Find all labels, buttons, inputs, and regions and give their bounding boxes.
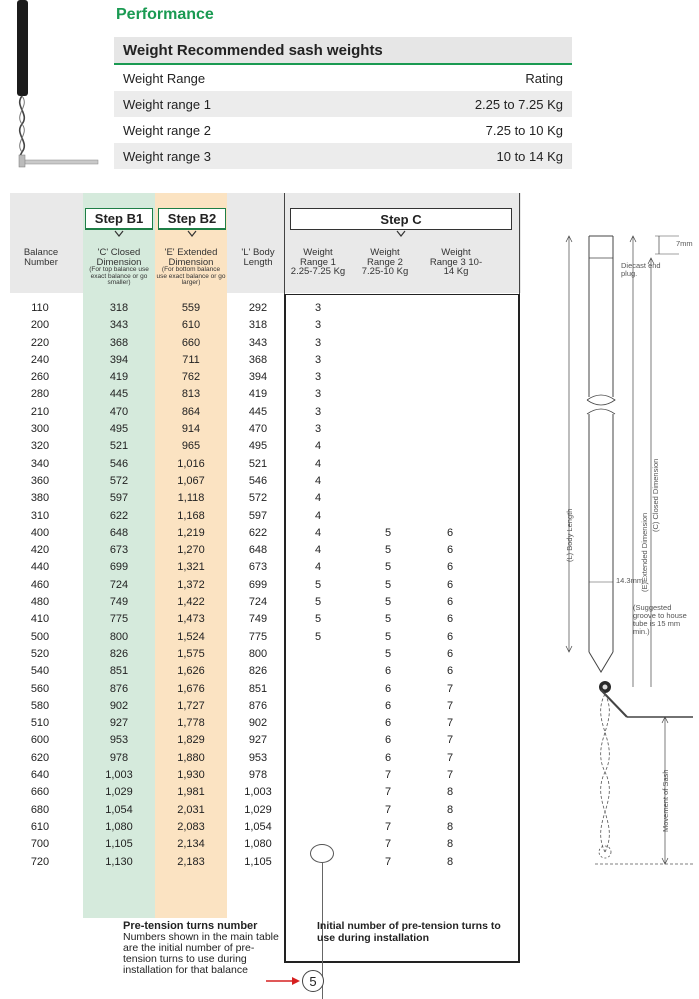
weight-range-rating: 10 to 14 Kg [496,148,563,164]
weight-range-2-turns-cell: 5 [384,596,392,609]
extended-dimension-cell: 1,118 [177,492,205,505]
extended-dimension-cell: 1,067 [177,474,205,487]
body-length-cell: 343 [248,336,268,349]
weight-range-1-turns-cell: 3 [314,302,322,314]
balance-number-cell: 540 [30,665,50,678]
body-length-cell: 521 [248,457,268,470]
balance-selection-table [10,193,521,964]
closed-dimension-cell: 419 [109,371,129,384]
extended-dimension-cell: 610 [181,319,201,332]
weight-range-2-turns-cell: 5 [384,544,392,557]
closed-dimension-cell: 1,130 [105,855,133,868]
extended-dimension-cell: 2,031 [177,803,205,816]
pre-tension-title: Pre-tension turns number [123,920,258,932]
weight-range-2-turns-cell: 6 [384,665,392,678]
table-row [10,629,521,646]
body-length-cell: 1,054 [244,820,272,833]
weight-range-2-header: Weight Range 2 7.25-10 Kg [361,247,409,277]
closed-dimension-cell: 699 [109,561,129,574]
balance-number-cell: 340 [30,457,50,470]
body-length-cell: 673 [248,561,268,574]
performance-table-title: Weight Recommended sash weights [114,37,572,65]
end-plug-label: Diecast end plug. [621,261,661,278]
weight-range-3-turns-cell: 7 [446,699,454,712]
performance-row [114,143,572,169]
extended-dimension-cell: 813 [181,388,201,401]
weight-range-2-turns-cell: 6 [384,751,392,764]
closed-dimension-cell: 470 [109,405,129,418]
extended-dimension-cell: 2,183 [177,855,205,868]
extended-dimension-cell: 914 [181,423,201,436]
closed-dimension-cell: 1,029 [105,786,133,799]
body-length-cell: 1,105 [244,855,272,868]
body-length-cell: 648 [248,544,268,557]
balance-number-cell: 360 [30,474,50,487]
balance-number-cell: 610 [30,820,50,833]
balance-number-cell: 640 [30,769,50,782]
body-length-cell: 902 [248,717,268,730]
body-length-cell: 978 [248,769,268,782]
extended-dimension-cell: 1,321 [177,561,205,574]
body-length-cell: 292 [248,302,268,314]
body-length-cell: 622 [248,526,268,539]
red-arrow-icon [266,974,302,988]
performance-row [114,91,572,117]
weight-range-2-turns-cell: 7 [384,855,392,868]
balance-number-header: Balance Number [23,247,59,268]
weight-range-1-turns-cell: 5 [314,596,322,609]
table-row [10,732,521,749]
extended-dimension-cell: 1,016 [177,457,205,470]
balance-number-cell: 660 [30,786,50,799]
table-row [10,508,521,525]
movement-of-sash-label: Movement of Sash [661,769,670,832]
closed-dimension-cell: 1,054 [105,803,133,816]
weight-range-1-turns-cell: 3 [314,405,322,418]
weight-range-1-turns-cell: 4 [314,474,322,487]
body-length-cell: 597 [248,509,268,522]
closed-dimension-cell: 648 [109,526,129,539]
weight-range-1-turns-cell: 4 [314,492,322,505]
rating-header: Rating [525,70,563,86]
table-row [10,784,521,801]
table-row [10,456,521,473]
extended-dimension-cell: 2,083 [177,820,205,833]
weight-range-2-turns-cell: 5 [384,613,392,626]
weight-range-3-turns-cell: 6 [446,526,454,539]
table-row [10,577,521,594]
balance-diagram-drawing [555,232,697,882]
table-row [10,317,521,334]
balance-number-cell: 600 [30,734,50,747]
weight-range-1-turns-cell: 4 [314,457,322,470]
balance-number-cell: 500 [30,630,50,643]
closed-dimension-cell: 572 [109,474,129,487]
extended-dimension-cell: 559 [181,302,201,314]
balance-number-cell: 680 [30,803,50,816]
body-length-cell: 394 [248,371,268,384]
balance-number-cell: 210 [30,405,50,418]
table-row [10,715,521,732]
weight-range-3-turns-cell: 6 [446,544,454,557]
body-length-cell: 419 [248,388,268,401]
closed-dimension-cell: 724 [109,578,129,591]
balance-number-cell: 300 [30,423,50,436]
closed-dimension-cell: 495 [109,423,129,436]
weight-range-label: Weight range 1 [123,96,211,112]
pre-tension-footnote [123,921,281,976]
body-length-cell: 572 [248,492,268,505]
weight-range-label: Weight range 2 [123,122,211,138]
weight-range-2-turns-cell: 7 [384,803,392,816]
step-c-arrow-icon [396,230,406,238]
weight-range-2-turns-cell: 7 [384,769,392,782]
extended-dimension-cell: 1,270 [177,544,205,557]
table-row [10,646,521,663]
body-length-cell: 368 [248,353,268,366]
weight-range-2-turns-cell: 7 [384,838,392,851]
extended-dimension-cell: 660 [181,336,201,349]
table-row [10,300,521,317]
balance-number-cell: 510 [30,717,50,730]
groove-note: (Suggested groove to house tube is 15 mm min.) [633,603,687,636]
table-row [10,404,521,421]
table-row [10,750,521,767]
table-row [10,352,521,369]
table-row [10,698,521,715]
weight-range-3-turns-cell: 6 [446,665,454,678]
diameter-label: 14.3mm [616,576,644,585]
weight-range-3-turns-cell: 6 [446,613,454,626]
closed-dimension-cell: 953 [109,734,129,747]
weight-range-3-turns-cell: 7 [446,751,454,764]
weight-range-2-turns-cell: 5 [384,578,392,591]
body-length-cell: 1,003 [244,786,272,799]
table-row [10,386,521,403]
extended-dimension-cell: 1,219 [177,526,205,539]
body-length-cell: 699 [248,578,268,591]
closed-dimension-cell: 775 [109,613,129,626]
weight-range-1-turns-cell: 4 [314,561,322,574]
table-row [10,681,521,698]
balance-number-cell: 280 [30,388,50,401]
extended-dimension-cell: 1,880 [177,751,205,764]
table-row [10,836,521,853]
extended-dimension-cell: 1,524 [177,630,205,643]
balance-number-cell: 700 [30,838,50,851]
extended-dimension-cell: 1,575 [177,647,205,660]
weight-range-1-turns-cell: 3 [314,371,322,384]
balance-number-cell: 200 [30,319,50,332]
extended-dimension-header [156,248,226,287]
weight-range-rating: 7.25 to 10 Kg [485,122,563,138]
performance-heading: Performance [116,6,214,23]
weight-range-2-turns-cell: 7 [384,820,392,833]
performance-header-row [114,65,572,91]
body-length-cell: 546 [248,474,268,487]
table-row [10,490,521,507]
balance-number-cell: 720 [30,855,50,868]
balance-rows [10,300,521,871]
body-length-label: (L) Body Length [565,508,574,562]
table-row [10,767,521,784]
performance-row [114,117,572,143]
table-row [10,663,521,680]
balance-number-cell: 410 [30,613,50,626]
closed-dimension-note: (For top balance use exact balance or go smaller) [89,266,149,286]
body-length-cell: 800 [248,647,268,660]
weight-range-2-turns-cell: 5 [384,561,392,574]
pre-tension-text: Numbers shown in the main table are the initial number of pre-tension turns to use during installation for that balance [123,931,279,976]
balance-number-cell: 460 [30,578,50,591]
closed-dimension-cell: 1,105 [105,838,133,851]
weight-range-3-turns-cell: 8 [446,786,454,799]
weight-range-1-turns-cell: 5 [314,578,322,591]
weight-range-3-turns-cell: 7 [446,682,454,695]
body-length-cell: 318 [248,319,268,332]
weight-range-1-header: Weight Range 1 2.25-7.25 Kg [290,247,346,277]
weight-range-3-turns-cell: 8 [446,855,454,868]
weight-range-2-turns-cell: 6 [384,699,392,712]
weight-range-1-turns-cell: 3 [314,423,322,436]
weight-range-2-turns-cell: 6 [384,717,392,730]
extended-dimension-cell: 1,372 [177,578,205,591]
body-length-cell: 876 [248,699,268,712]
closed-dimension-cell: 546 [109,457,129,470]
table-row [10,854,521,871]
weight-range-3-turns-cell: 6 [446,578,454,591]
closed-dimension-cell: 927 [109,717,129,730]
extended-dimension-cell: 1,676 [177,682,205,695]
closed-dimension-cell: 521 [109,440,129,453]
table-row [10,802,521,819]
body-length-cell: 1,080 [244,838,272,851]
step-b2-arrow-icon [187,230,197,238]
closed-dimension-cell: 978 [109,751,129,764]
body-length-header: 'L' Body Length [241,247,275,268]
balance-number-cell: 480 [30,596,50,609]
weight-range-3-turns-cell: 6 [446,647,454,660]
extended-dimension-cell: 711 [182,353,200,366]
extended-dimension-cell: 1,981 [177,786,205,799]
closed-dimension-cell: 368 [109,336,129,349]
body-length-cell: 1,029 [244,803,272,816]
extended-dimension-cell: 1,626 [177,665,205,678]
balance-number-cell: 380 [30,492,50,505]
extended-dimension-note: (For bottom balance use exact balance or go larger) [156,266,226,286]
weight-range-2-turns-cell: 5 [384,647,392,660]
extended-dimension-cell: 1,829 [177,734,205,747]
performance-table [114,37,572,169]
table-row [10,819,521,836]
weight-range-rating: 2.25 to 7.25 Kg [474,96,563,112]
balance-number-cell: 580 [30,699,50,712]
step-b2-label: Step B2 [158,208,226,230]
body-length-cell: 826 [248,665,268,678]
weight-range-3-turns-cell: 8 [446,838,454,851]
weight-range-3-turns-cell: 6 [446,596,454,609]
weight-range-1-turns-cell: 4 [314,509,322,522]
extended-dimension-cell: 1,473 [177,613,205,626]
weight-range-1-turns-cell: 4 [314,526,322,539]
extended-dimension-cell: 1,930 [177,769,205,782]
extended-dimension-cell: 1,168 [177,509,205,522]
closed-dimension-cell: 394 [109,353,129,366]
balance-number-cell: 520 [30,647,50,660]
body-length-cell: 724 [248,596,268,609]
closed-dimension-cell: 876 [109,682,129,695]
balance-number-cell: 320 [30,440,50,453]
closed-dimension-cell: 673 [109,544,129,557]
weight-range-1-turns-cell: 3 [314,336,322,349]
example-turns-circle: 5 [302,970,324,992]
weight-range-3-turns-cell: 8 [446,803,454,816]
balance-number-cell: 620 [30,751,50,764]
balance-number-cell: 110 [31,302,49,314]
weight-range-2-turns-cell: 5 [384,526,392,539]
closed-dimension-cell: 826 [109,647,129,660]
weight-range-1-turns-cell: 4 [314,440,322,453]
closed-dimension-label: (C) Closed Dimension [651,458,660,532]
closed-dimension-cell: 800 [109,630,129,643]
extended-dimension-cell: 1,727 [177,699,205,712]
highlight-circle [310,844,334,863]
extended-dimension-label: (E)Extended Dimension [640,512,649,592]
closed-dimension-cell: 622 [109,509,129,522]
balance-number-cell: 240 [30,353,50,366]
extended-dimension-cell: 2,134 [177,838,205,851]
closed-dimension-header [84,248,154,287]
weight-range-3-turns-cell: 7 [446,717,454,730]
table-row [10,611,521,628]
extended-dimension-cell: 1,778 [177,717,205,730]
weight-range-1-turns-cell: 4 [314,544,322,557]
weight-range-1-turns-cell: 3 [314,388,322,401]
extended-dimension-cell: 965 [181,440,201,453]
weight-range-2-turns-cell: 6 [384,734,392,747]
weight-range-header: Weight Range [123,70,206,86]
weight-range-1-turns-cell: 5 [314,613,322,626]
closed-dimension-cell: 1,080 [105,820,133,833]
weight-range-2-turns-cell: 5 [384,630,392,643]
table-row [10,438,521,455]
extended-dimension-cell: 1,422 [177,596,205,609]
step-b1-label: Step B1 [85,208,153,230]
weight-range-label: Weight range 3 [123,148,211,164]
closed-dimension-cell: 445 [109,388,129,401]
weight-range-3-turns-cell: 6 [446,630,454,643]
step-b1-arrow-icon [114,230,124,238]
table-row [10,594,521,611]
body-length-cell: 775 [248,630,268,643]
extended-dimension-cell: 762 [181,371,201,384]
closed-dimension-cell: 343 [109,319,129,332]
body-length-cell: 927 [248,734,268,747]
closed-dimension-cell: 597 [109,492,129,505]
table-row [10,335,521,352]
closed-dimension-cell: 318 [109,302,129,314]
weight-range-3-turns-cell: 7 [446,769,454,782]
body-length-cell: 445 [248,405,268,418]
body-length-cell: 495 [248,440,268,453]
weight-range-2-turns-cell: 6 [384,682,392,695]
weight-range-2-turns-cell: 7 [384,786,392,799]
body-length-cell: 749 [248,613,268,626]
step-c-footnote: Initial number of pre-tension turns to use during installation [317,920,501,944]
closed-dimension-cell: 1,003 [105,769,133,782]
weight-range-3-turns-cell: 7 [446,734,454,747]
balance-number-cell: 310 [30,509,50,522]
step-c-label: Step C [290,208,512,230]
table-row [10,473,521,490]
extended-dimension-cell: 864 [181,405,201,418]
balance-number-cell: 440 [30,561,50,574]
weight-range-1-turns-cell: 3 [314,353,322,366]
weight-range-3-turns-cell: 6 [446,561,454,574]
body-length-cell: 953 [248,751,268,764]
balance-number-cell: 260 [30,371,50,384]
closed-dimension-cell: 749 [109,596,129,609]
body-length-cell: 851 [248,682,268,695]
weight-range-1-turns-cell: 5 [314,630,322,643]
weight-range-1-turns-cell: 3 [314,319,322,332]
spiral-balance-illustration [10,0,102,172]
balance-number-cell: 400 [30,526,50,539]
closed-dimension-title: 'C' Closed Dimension [96,247,142,268]
closed-dimension-cell: 902 [109,699,129,712]
balance-number-cell: 560 [30,682,50,695]
table-row [10,542,521,559]
body-length-cell: 470 [248,423,268,436]
table-row [10,421,521,438]
table-row [10,559,521,576]
weight-range-3-turns-cell: 8 [446,820,454,833]
balance-dimension-diagram [555,232,697,882]
weight-range-3-header: Weight Range 3 10-14 Kg [429,247,483,277]
table-row [10,369,521,386]
top-dimension-label: 7mm [676,239,693,248]
table-row [10,525,521,542]
extended-dimension-title: 'E' Extended Dimension [164,247,218,268]
balance-number-cell: 420 [30,544,50,557]
closed-dimension-cell: 851 [109,665,129,678]
balance-number-cell: 220 [30,336,50,349]
